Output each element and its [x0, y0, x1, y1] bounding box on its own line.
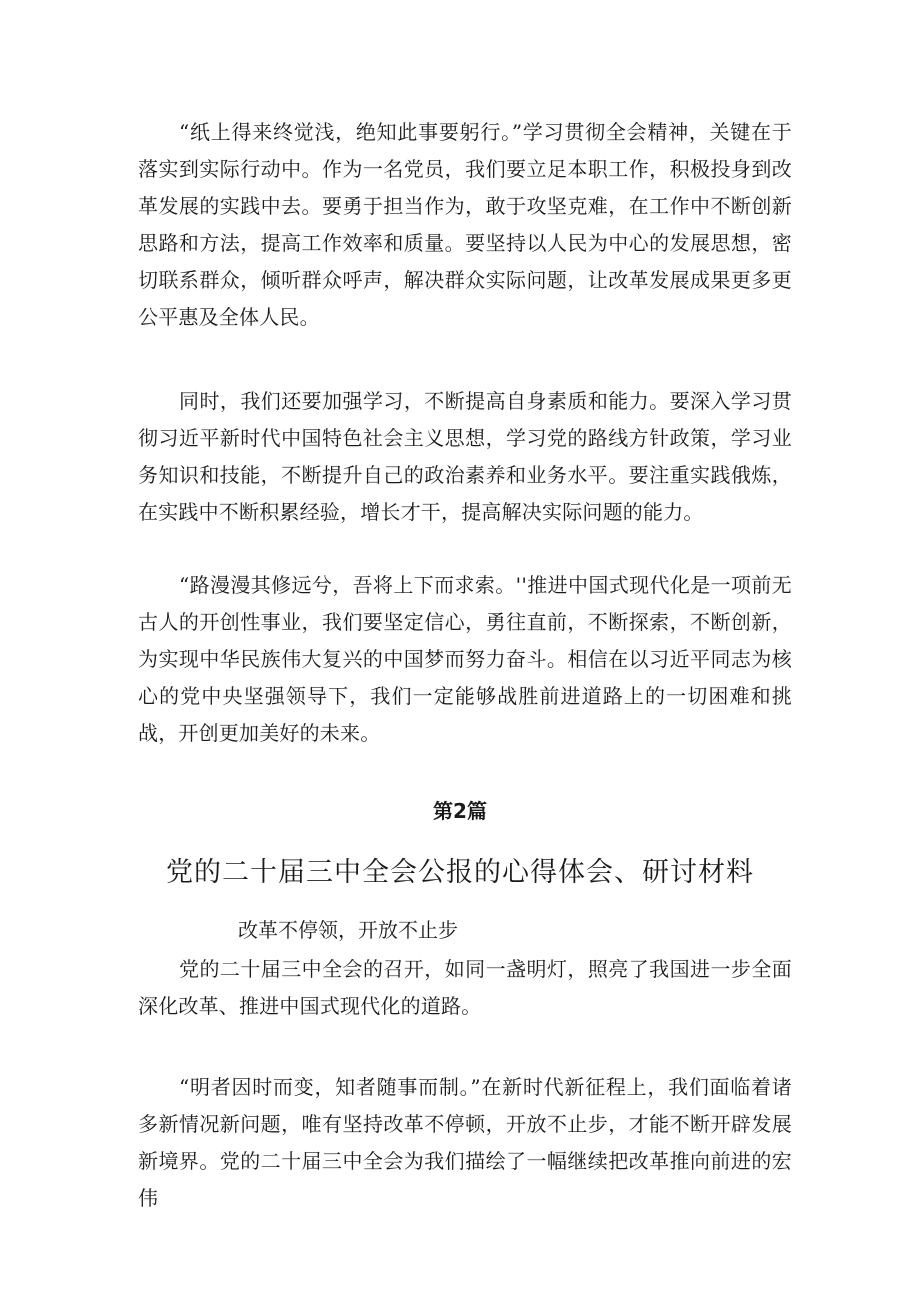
article-subtitle: 改革不停领，开放不止步 — [238, 918, 458, 942]
chapter-label: 第2篇 — [433, 799, 487, 823]
paragraph-intro: 党的二十届三中全会的召开，如同一盏明灯，照亮了我国进一步全面深化改革、推进中国式现代化的道路。 — [138, 957, 792, 1018]
article-title: 党的二十届三中全会公报的心得体会、研讨材料 — [166, 857, 754, 888]
paragraph-conclusion: “路漫漫其修远兮，吾将上下而求索。''推进中国式现代化是一项前无古人的开创性事业，我们要坚定信心，勇往直前，不断探索，不断创新，为实现中华民族伟大复兴的中国梦而努力奋斗。相信在以习近平同志为核心的党中央坚强领导下，我们一定能够战胜前进道路上的一切困难和挑战，开创更加美好的未来。 — [138, 573, 792, 745]
paragraph-reform: “明者因时而变，知者随事而制。”在新时代新征程上，我们面临着诸多新情况新问题，唯有坚持改革不停顿，开放不止步，才能不断开辟发展新境界。党的二十届三中全会为我们描绘了一幅继续把改革推向前进的宏伟 — [138, 1075, 792, 1210]
paragraph-study: 同时，我们还要加强学习，不断提高自身素质和能力。要深入学习贯彻习近平新时代中国特色社会主义思想，学习党的路线方针政策，学习业务知识和技能，不断提升自己的政治素养和业务水平。要注重实践俄炼，在实践中不断积累经验，增长才干，提高解决实际问题的能力。 — [138, 389, 792, 524]
paragraph-practice: “纸上得来终觉浅，绝知此事要躬行。”学习贯彻全会精神，关键在于落实到实际行动中。作为一名党员，我们要立足本职工作，积极投身到改革发展的实践中去。要勇于担当作为，敢于攻坚克难，在工作中不断创新思路和方法，提高工作效率和质量。要坚持以人民为中心的发展思想，密切联系群众，倾听群众呼声，解决群众实际问题，让改革发展成果更多更公平惠及全体人民。 — [138, 120, 792, 329]
